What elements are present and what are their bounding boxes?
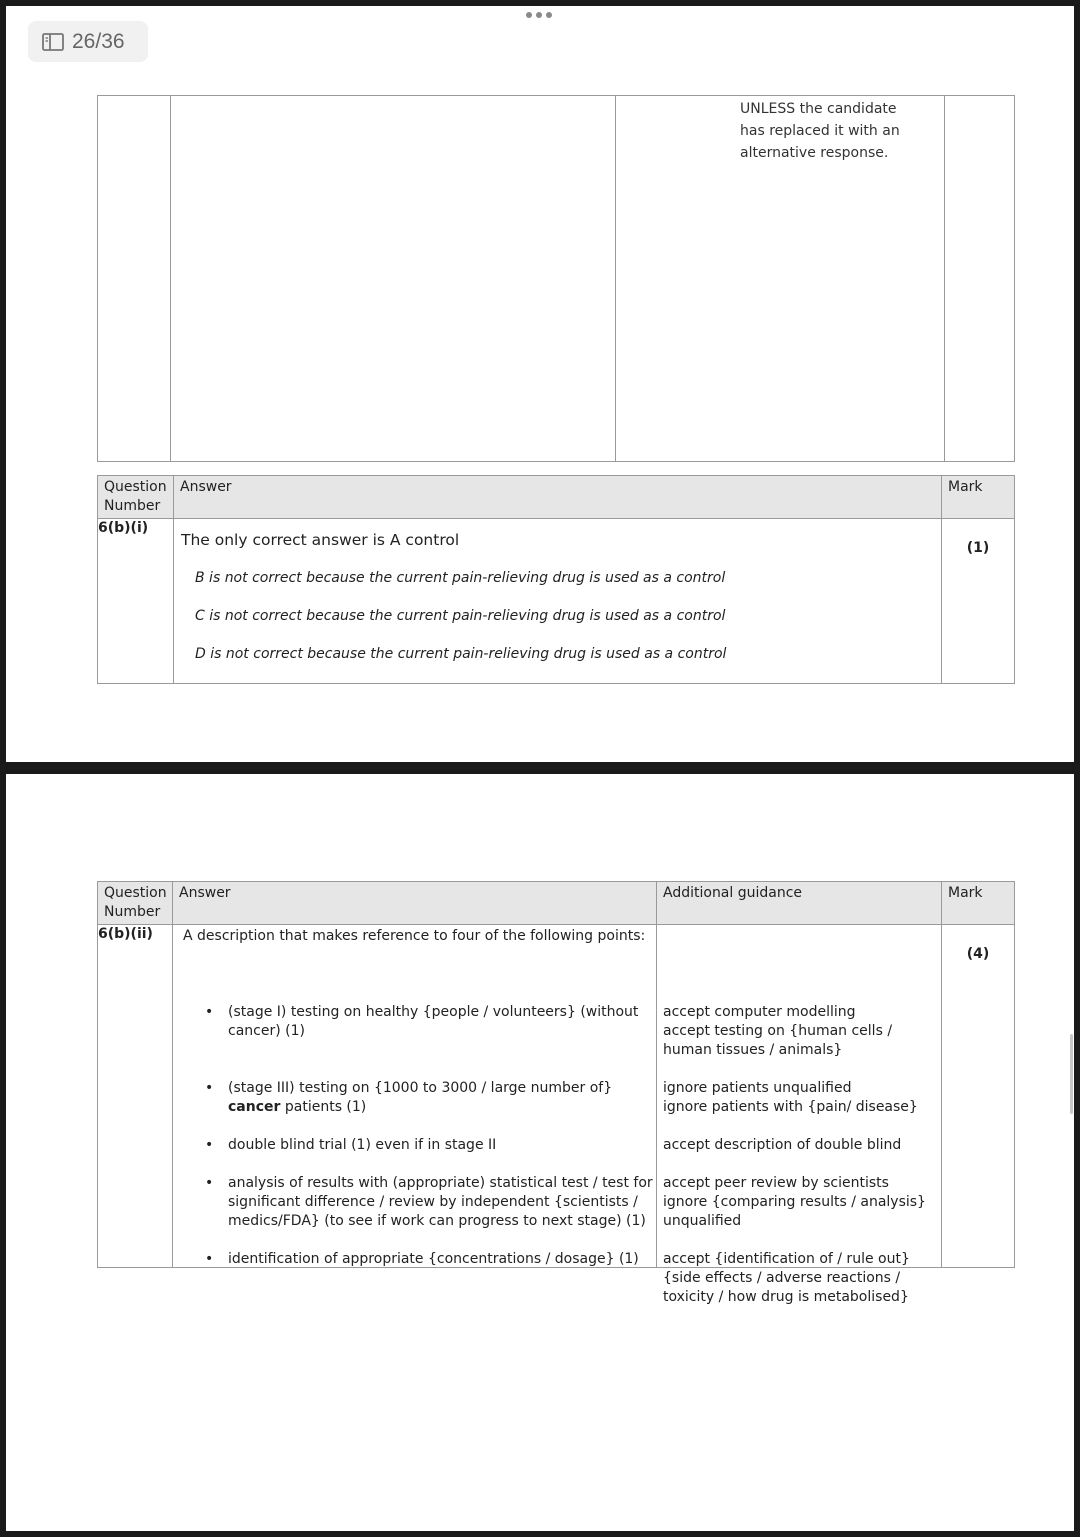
mark-value: (1) <box>966 540 990 556</box>
answer-content <box>174 519 942 684</box>
mark-value: (4) <box>966 946 990 962</box>
answer-point: • (stage I) testing on healthy {people / volunteers} (without cancer) (1) <box>205 1004 639 1039</box>
question-number: 6(b)(i) <box>98 519 174 684</box>
question-6bii-table <box>97 881 1015 1305</box>
guidance-line: UNLESS the candidate <box>740 101 897 117</box>
mark-header: Mark <box>942 882 1015 925</box>
guidance-point: ignore patients unqualified ignore patients with {pain/ disease} <box>663 1080 918 1115</box>
answer-point: • analysis of results with (appropriate) statistical test / test for significant difference / review by independent {scientists / medics/FDA} (to see if work can progress to next stage) (1) <box>205 1175 653 1229</box>
answer-intro: A description that makes reference to four of the following points: <box>183 928 646 944</box>
guidance-point: accept description of double blind <box>663 1137 902 1153</box>
guidance-cell <box>616 96 945 462</box>
previous-question-table <box>97 95 1015 462</box>
guidance-header: Additional guidance <box>657 882 942 925</box>
answer-header: Answer <box>173 882 657 925</box>
mark-header: Mark <box>942 476 1015 519</box>
answer-point: • (stage III) testing on {1000 to 3000 / large number of} cancer patients (1) <box>205 1080 613 1115</box>
sidebar-toggle-icon <box>42 33 64 51</box>
more-options-icon[interactable] <box>526 12 552 18</box>
incorrect-option: B is not correct because the current pain-relieving drug is used as a control <box>195 570 726 586</box>
incorrect-option: C is not correct because the current pain-relieving drug is used as a control <box>195 608 726 624</box>
answer-cell <box>171 96 616 462</box>
question-number-header: Question Number <box>98 882 173 925</box>
guidance-line: has replaced it with an <box>740 123 900 139</box>
incorrect-option: D is not correct because the current pain-relieving drug is used as a control <box>195 646 727 662</box>
guidance-point: accept peer review by scientists ignore {comparing results / analysis} unqualified <box>663 1175 926 1229</box>
mark-cell <box>942 519 1015 684</box>
guidance-line: alternative response. <box>740 145 889 161</box>
answer-and-guidance <box>173 925 942 1305</box>
qnum-cell <box>98 96 171 462</box>
page-indicator[interactable] <box>28 21 148 62</box>
scrollbar[interactable] <box>1070 1034 1073 1114</box>
correct-answer: The only correct answer is A control <box>181 531 460 549</box>
guidance-point: accept {identification of / rule out} {side effects / adverse reactions / toxicity / how drug is metabolised} <box>663 1251 910 1305</box>
answer-point: • double blind trial (1) even if in stage II <box>205 1137 497 1153</box>
question-number-header: Question Number <box>98 476 174 519</box>
question-number: 6(b)(ii) <box>98 925 173 1268</box>
mark-cell <box>945 96 1015 462</box>
answer-header: Answer <box>174 476 942 519</box>
answer-point: • identification of appropriate {concentrations / dosage} (1) <box>205 1251 639 1267</box>
page-number-label: 26/36 <box>72 29 125 53</box>
guidance-point: accept computer modelling accept testing on {human cells / human tissues / animals} <box>663 1004 893 1058</box>
question-6bi-table <box>97 475 1015 684</box>
column-divider <box>656 924 657 1267</box>
